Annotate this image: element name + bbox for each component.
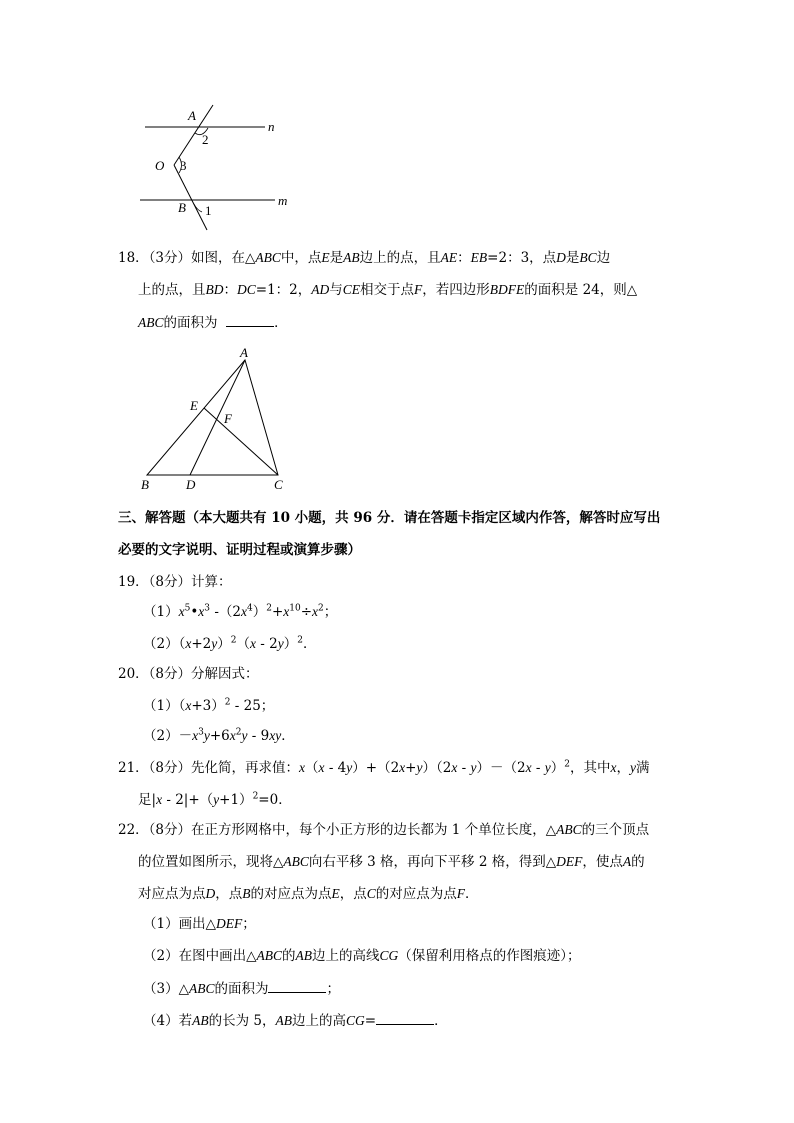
q19-part-1: $(1)x^5•x^3$ $-(2x^4)^2+x^{10}\div x^2$； [143,603,338,620]
q18-line-1: 18．（3分）如图，在△ABC中，点E是AB边上的点，且AE：EB=2：3，点D是BC边 [118,250,611,266]
fig1-label-1: 1 [205,203,212,218]
fig2-label-b: B [141,477,149,492]
q18-answer-blank[interactable] [226,312,274,327]
q21-line-1: 21．（8分）先化简，再求值：x（x - 4y）+（2x+y）（2x - y）－（2x - y）$^2$，其中x，y满 [118,759,650,776]
q20-part-2: $(2)-x^3y+6x^2y - 9xy$． [143,727,295,744]
fig2-label-c: C [274,477,283,492]
q19-head: 19．（8分）计算： [118,574,232,590]
angle-1-arc [194,204,202,212]
q22-area-answer-blank[interactable] [268,978,326,993]
fig1-label-3: 3 [180,158,187,173]
q22-sub-3: （3）△ABC的面积为 ； [143,978,340,999]
fig2-label-f: F [224,411,232,426]
segment-ce [204,408,278,475]
fig2-label-d: D [186,477,196,492]
q22-height-answer-blank[interactable] [376,1010,434,1025]
q20-head: 20．（8分）分解因式： [118,666,259,682]
triangle-figure [135,350,295,480]
fig1-label-o: O [155,158,165,173]
segment-ob [174,165,207,230]
q22-sub-2: （2）在图中画出△ABC的AB边上的高线CG（保留利用格点的作图痕迹）； [143,948,581,964]
q22-line-1: 22．（8分）在正方形网格中，每个小正方形的边长都为 1 个单位长度，△ABC的三个顶点 [118,822,650,838]
fig2-label-e: E [190,398,198,413]
fig2-label-a: A [240,345,248,360]
q22-sub-4: （4）若AB的长为 5，AB边上的高CG= ． [143,1010,448,1031]
q18-line-3: ABC的面积为 ． [138,312,288,333]
q20-part-1: $(1)(x+3)^2 - 25$； [143,697,275,714]
fig1-label-m: m [278,193,288,208]
q22-sub-1: （1）画出△DEF； [143,916,256,932]
segment-ad [190,360,245,475]
fig1-label-2: 2 [202,132,209,147]
fig1-label-a: A [188,108,196,123]
q18-line-2: 上的点，且BD：DC=1：2，AD与CE相交于点F，若四边形BDFE的面积是 24，则△ [138,282,638,298]
q19-part-2: $(2)(x+2y)^2(x - 2y)^2$． [143,635,317,652]
section-3-heading-line-2: 必要的文字说明、证明过程或演算步骤） [118,542,361,558]
q22-line-2: 的位置如图所示，现将△ABC向右平移 3 格，再向下平移 2 格，得到△DEF，使点A的 [138,854,645,870]
section-3-heading-line-1: 三、解答题（本大题共有 10 小题，共 96 分．请在答题卡指定区域内作答，解答时应写出 [118,510,661,526]
fig1-label-n: n [268,119,275,134]
q22-line-3: 对应点为点D，点B的对应点为点E，点C的对应点为点F． [138,886,479,902]
fig1-label-b: B [178,200,186,215]
q21-line-2: 足$|x - 2|+(y+1)^2=0$． [138,791,292,808]
